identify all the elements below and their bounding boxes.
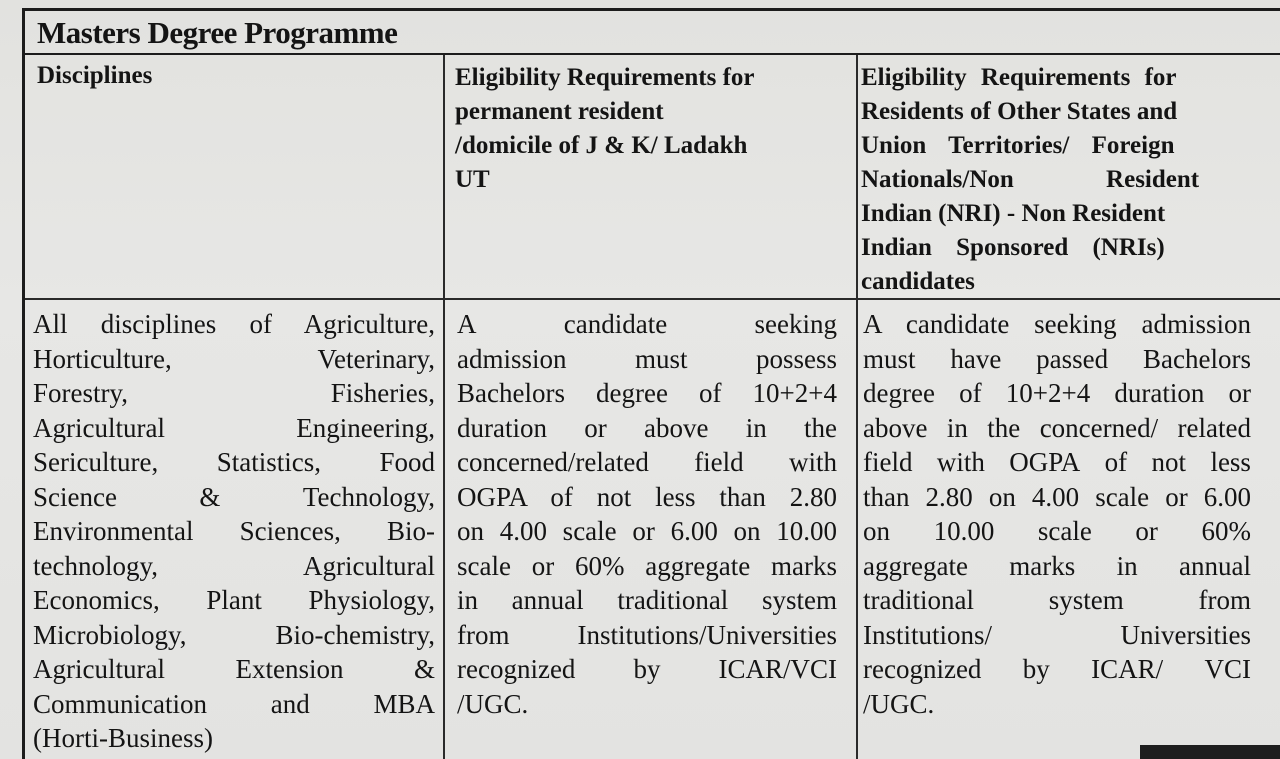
other-word: system [1048,585,1124,615]
table-title: Masters Degree Programme [37,15,398,50]
discipline-line: Microbiology, Bio-chemistry, [33,619,435,650]
discipline-line [33,549,435,584]
header-other-line: Eligibility Requirements for [861,64,1177,91]
jk-line: concerned/related field with [457,447,837,477]
jk-line [457,652,837,687]
discipline-line [33,480,435,515]
other-line: degree of 10+2+4 duration or [863,378,1251,408]
jk-word: ICAR/VCI [718,654,837,684]
other-line: than 2.80 on 4.00 scale or 6.00 [863,481,1251,512]
discipline-word: MBA [373,688,435,719]
other-word: Institutions/ [863,619,993,650]
other-line [863,618,1251,653]
discipline-line [33,652,435,687]
other-word: by [1022,654,1050,684]
jk-line: on 4.00 scale or 6.00 on 10.00 [457,516,837,546]
discipline-line: (Horti-Business) [33,723,213,753]
header-other-line: Nationals/Non Resident [861,166,1200,193]
jk-word: the [803,412,837,443]
discipline-word: Agricultural [33,412,165,443]
other-word: not [1151,447,1187,477]
discipline-word: Agricultural [303,550,435,581]
header-other-line: Indian (NRI) - Non Resident [861,200,1166,227]
other-word: with [936,447,985,477]
jk-word: by [633,654,661,684]
discipline-word: Veterinary, [317,343,435,374]
jk-word: in [745,412,767,443]
other-line: /UGC. [863,688,935,719]
discipline-word: Science [33,481,117,512]
other-word: less [1210,447,1251,477]
cell-disciplines [33,307,435,756]
discipline-word: Forestry, [33,378,128,408]
header-other-line: Indian Sponsored (NRIs) [861,234,1165,261]
jk-word: must [634,343,688,374]
jk-line: OGPA of not less than 2.80 [457,481,837,512]
other-line: above in the concerned/ related [863,412,1251,443]
jk-word: seeking [754,309,837,339]
other-word: 10.00 [933,516,995,546]
other-word: VCI [1204,654,1251,684]
other-word: OGPA [1009,447,1081,477]
header-disciplines [37,59,433,93]
header-jk-resident [455,61,847,197]
other-word: field [863,447,913,477]
other-word: 60% [1201,516,1251,546]
other-word: Bachelors [1143,343,1251,374]
header-jk-line: UT [455,166,490,193]
discipline-word: & [413,654,435,684]
header-jk-line: Eligibility Requirements for [455,64,755,91]
discipline-word: technology, [33,550,158,581]
other-word: traditional [863,585,974,615]
other-line [863,549,1251,584]
other-word: annual [1179,550,1251,581]
other-word: from [1198,585,1251,615]
jk-line [457,342,837,377]
discipline-line: Economics, Plant Physiology, [33,585,435,615]
header-other-line: Union Territories/ Foreign [861,132,1175,159]
other-word: scale [1037,516,1092,546]
discipline-word: and [270,688,310,719]
discipline-word: Technology, [302,481,435,512]
other-word: or [1135,516,1158,546]
jk-word: duration [457,412,547,443]
discipline-line: Sericulture, Statistics, Food [33,447,435,477]
other-word: recognized [863,654,982,684]
jk-word: A [457,309,477,339]
jk-line: Bachelors degree of 10+2+4 [457,378,837,408]
other-line: A candidate seeking admission [863,309,1251,339]
discipline-word: & [199,481,221,512]
discipline-word: Extension [235,654,344,684]
header-other-states [861,61,1241,299]
jk-line [457,411,837,446]
discipline-word: Agricultural [33,654,165,684]
jk-word: possess [755,343,837,374]
jk-word: candidate [563,309,668,339]
jk-word: above [643,412,709,443]
other-line [863,445,1251,480]
other-word: marks [1009,550,1076,581]
discipline-line: All disciplines of Agriculture, [33,309,435,339]
jk-line: /UGC. [457,688,529,719]
jk-line [457,307,837,342]
header-jk-line: permanent resident [455,98,664,125]
discipline-line [33,411,435,446]
discipline-word: Communication [33,688,207,719]
other-word: ICAR/ [1091,654,1164,684]
header-disciplines-text: Disciplines [37,62,153,89]
discipline-word: Engineering, [296,412,435,443]
discipline-word: Horticulture, [33,343,172,374]
other-word: have [950,343,1002,374]
other-word: passed [1036,343,1109,374]
discipline-line [33,376,435,411]
cell-other-states [863,307,1251,721]
other-word: Universities [1120,619,1251,650]
other-word: in [1116,550,1138,581]
other-word: on [863,516,890,546]
dark-edge-strip [1140,745,1280,759]
discipline-line [33,687,435,722]
header-other-line: Residents of Other States and [861,98,1178,125]
other-word: aggregate [863,550,968,581]
other-word: must [863,343,916,374]
jk-word: admission [457,343,567,374]
column-divider-2 [856,55,858,759]
other-word: of [1104,447,1128,477]
jk-word: or [584,412,607,443]
other-line [863,342,1251,377]
cell-jk-resident [457,307,837,721]
eligibility-table [22,8,1280,759]
table-title-row [25,11,1280,55]
header-other-line: candidates [861,268,975,295]
jk-line: scale or 60% aggregate marks [457,550,837,581]
other-line [863,514,1251,549]
jk-line: from Institutions/Universities [457,619,837,650]
discipline-line [33,342,435,377]
header-jk-line: /domicile of J & K/ Ladakh [455,132,748,159]
jk-line: in annual traditional system [457,585,837,615]
discipline-word: Fisheries, [330,378,435,408]
other-line [863,583,1251,618]
other-line [863,652,1251,687]
column-divider-1 [443,55,445,759]
discipline-line: Environmental Sciences, Bio- [33,516,435,546]
jk-word: recognized [457,654,576,684]
